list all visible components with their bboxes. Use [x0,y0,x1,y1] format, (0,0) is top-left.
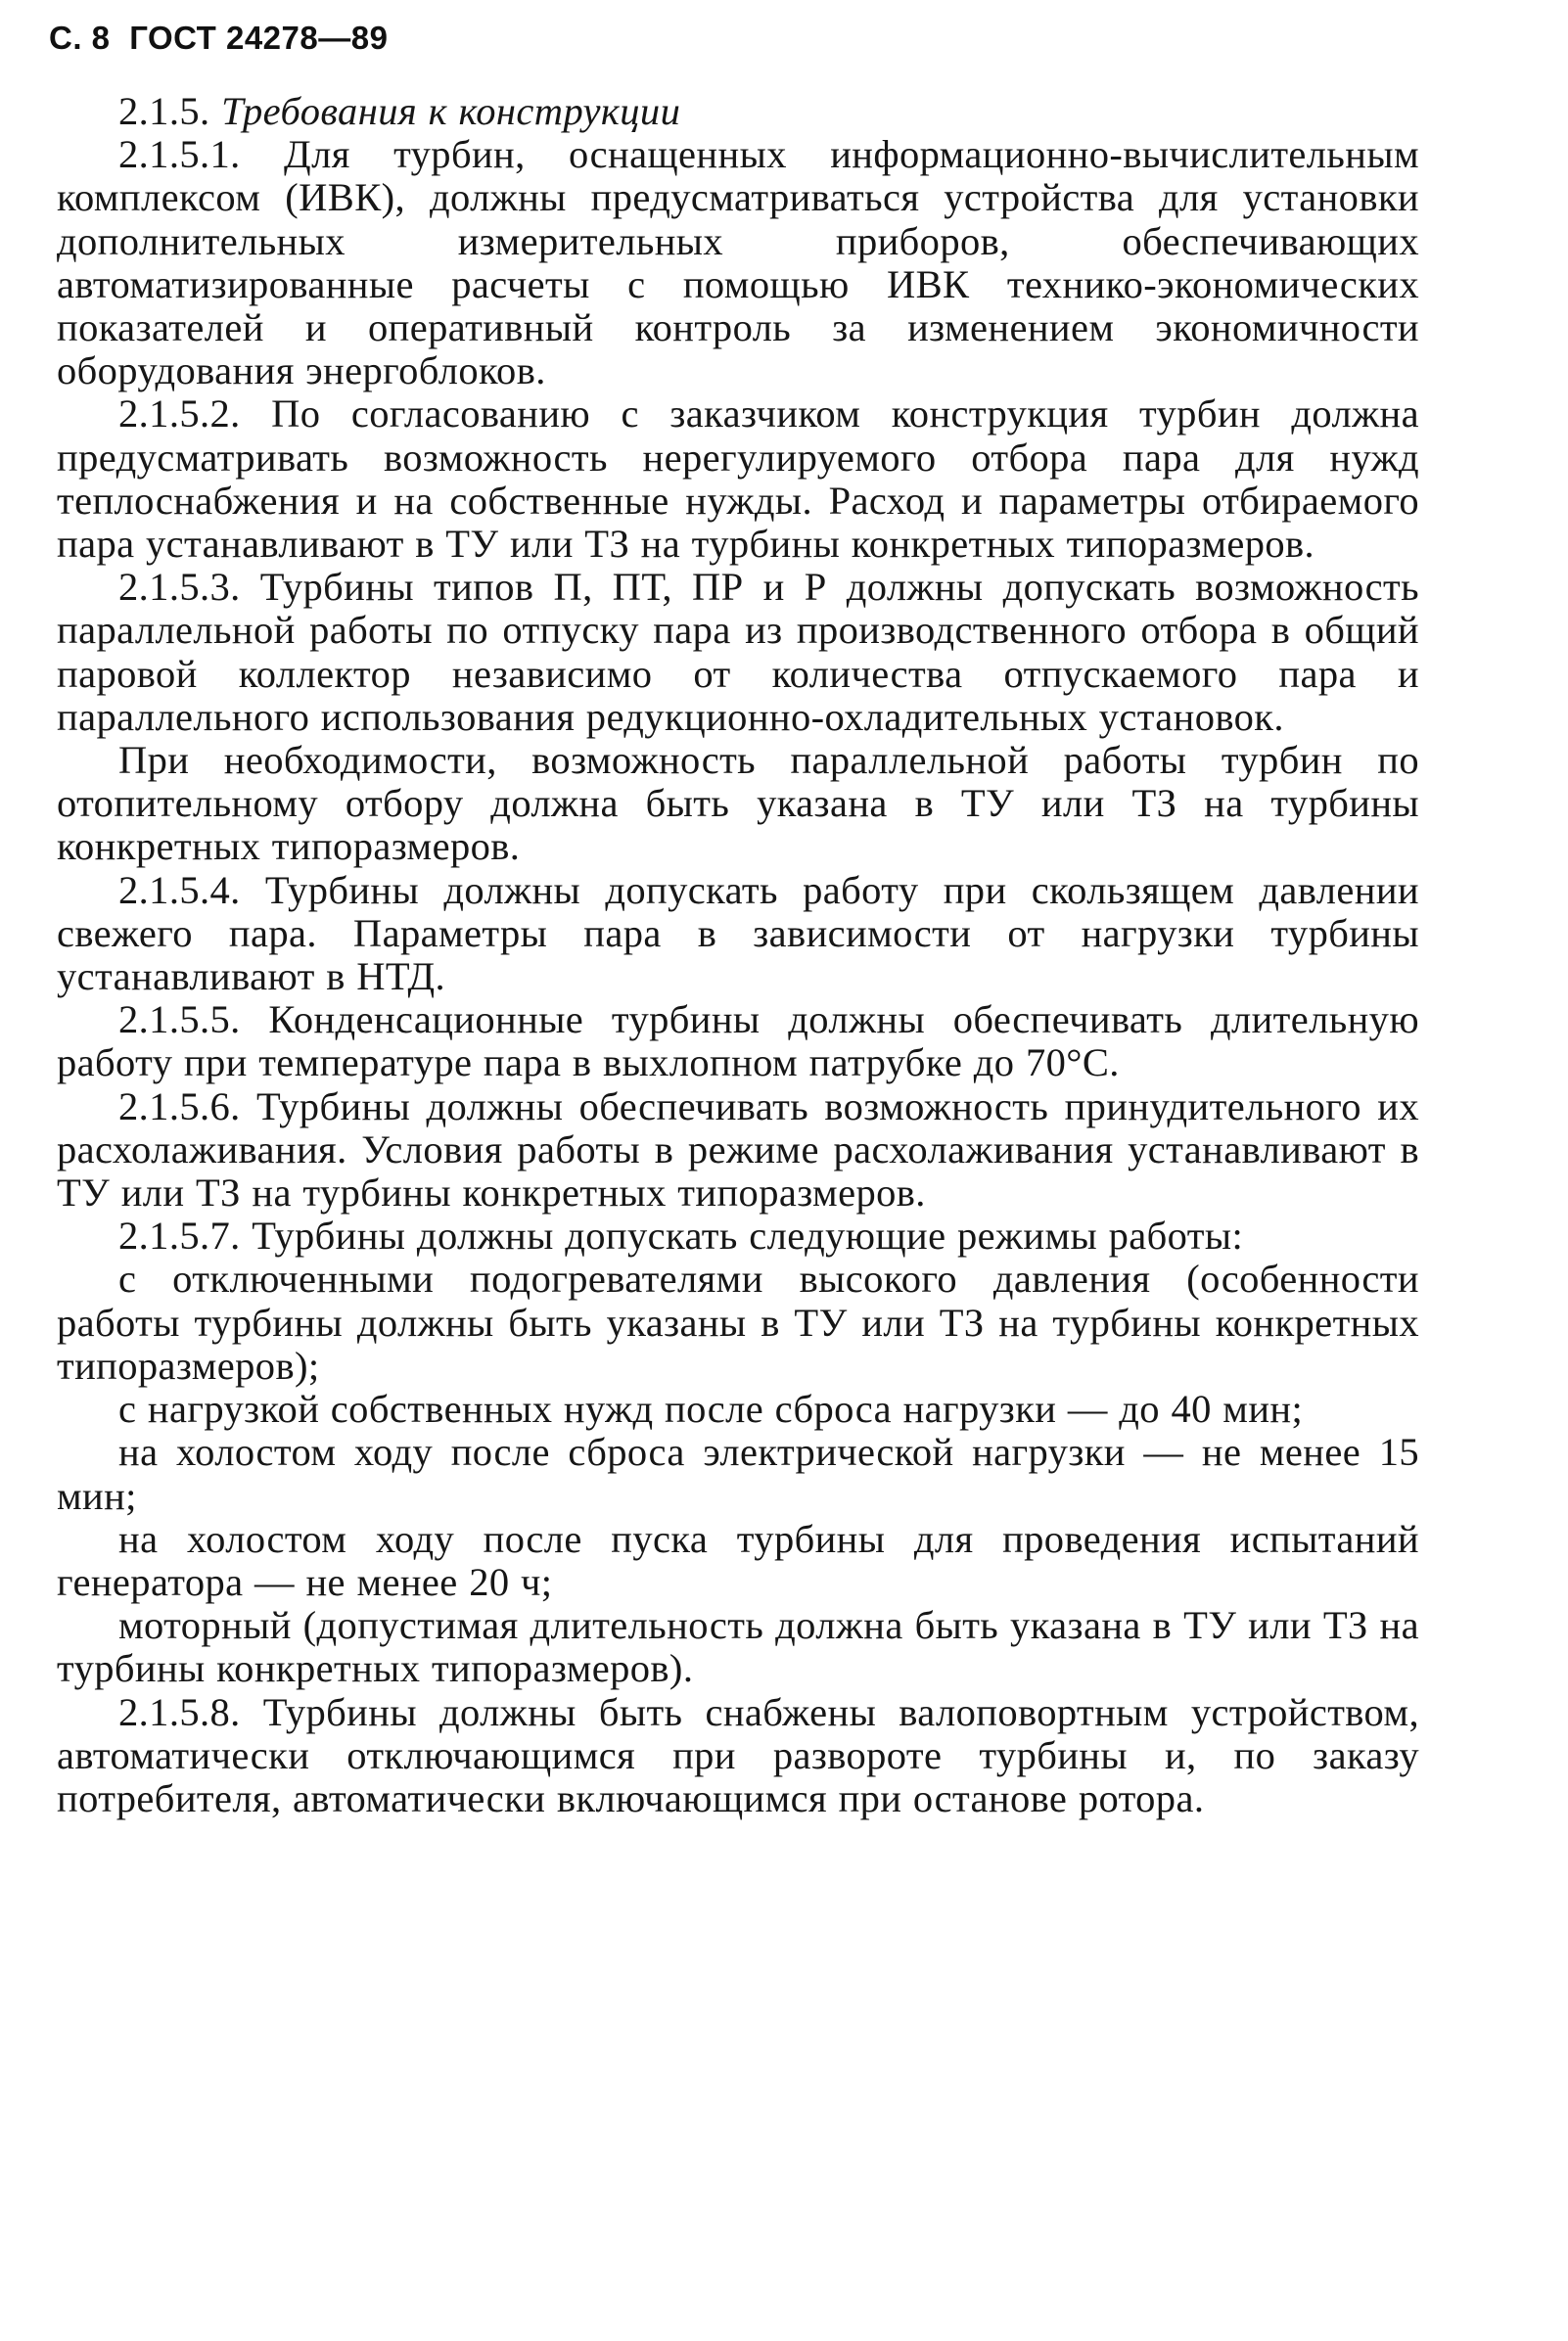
paragraph-2-1-5-2: 2.1.5.2. По согласованию с заказчиком конструкция турбин должна предусматривать возможность нерегулируемого отбора пара для нужд теплоснабжения и на собственные нужды. Расход и параметры отбираемого пара устанавливают в ТУ или ТЗ на турбины конкретных типоразмеров. [57,391,1419,567]
section-title: Требования к конструкции [221,89,681,133]
page-header [49,20,388,57]
section-number: 2.1.5. [118,89,210,133]
mode-item-motor: моторный (допустимая длительность должна быть указана в ТУ или ТЗ на турбины конкретных типоразмеров). [57,1603,1419,1691]
document-body [57,90,1419,1820]
standard-designation: ГОСТ 24278—89 [129,20,389,56]
section-heading [57,90,1419,133]
paragraph-2-1-5-5: 2.1.5.5. Конденсационные турбины должны обеспечивать длительную работу при температуре пара в выхлопном патрубке до 70°С. [57,997,1419,1085]
mode-item-idle-generator-tests: на холостом ходу после пуска турбины для проведения испытаний генератора — не менее 20 ч; [57,1516,1419,1604]
paragraph-2-1-5-6: 2.1.5.6. Турбины должны обеспечивать возможность принудительного их расхолаживания. Условия работы в режиме расхолаживания устанавливают в ТУ или ТЗ на турбины конкретных типоразмеров. [57,1083,1419,1216]
mode-item-aux-load: с нагрузкой собственных нужд после сброса нагрузки — до 40 мин; [118,1387,1304,1432]
paragraph-2-1-5-3: 2.1.5.3. Турбины типов П, ПТ, ПР и Р должны допускать возможность параллельной работы по отпуску пара из производственного отбора в общий паровой коллектор независимо от количества отпускаемого пара и параллельного использования редукционно-охладительных установок. [57,565,1419,739]
paragraph-2-1-5-7: 2.1.5.7. Турбины должны допускать следующие режимы работы: [118,1214,1244,1259]
paragraph-2-1-5-8: 2.1.5.8. Турбины должны быть снабжены валоповортным устройством, автоматически отключающимся при развороте турбины и, по заказу потребителя, автоматически включающимся при останове ротора. [57,1689,1419,1820]
paragraph-heating-extraction: При необходимости, возможность параллельной работы турбин по отопительному отбору должна быть указана в ТУ или ТЗ на турбины конкретных типоразмеров. [57,738,1419,869]
paragraph-2-1-5-1: 2.1.5.1. Для турбин, оснащенных информационно-вычислительным комплексом (ИВК), должны предусматриваться устройства для установки дополнительных измерительных приборов, обеспечивающих автоматизированные расчеты с помощью ИВК технико-экономических показателей и оперативный контроль за изменением экономичности оборудования энергоблоков. [57,132,1419,393]
mode-item-hp-heaters-off: с отключенными подогревателями высокого давления (особенности работы турбины должны быть указаны в ТУ или ТЗ на турбины конкретных типоразмеров); [57,1257,1419,1388]
paragraph-2-1-5-4: 2.1.5.4. Турбины должны допускать работу при скользящем давлении свежего пара. Параметры пара в зависимости от нагрузки турбины устанавливают в НТД. [57,867,1419,999]
page-number: С. 8 [49,20,111,56]
mode-item-idle-after-load-drop: на холостом ходу после сброса электрической нагрузки — не менее 15 мин; [57,1430,1419,1518]
